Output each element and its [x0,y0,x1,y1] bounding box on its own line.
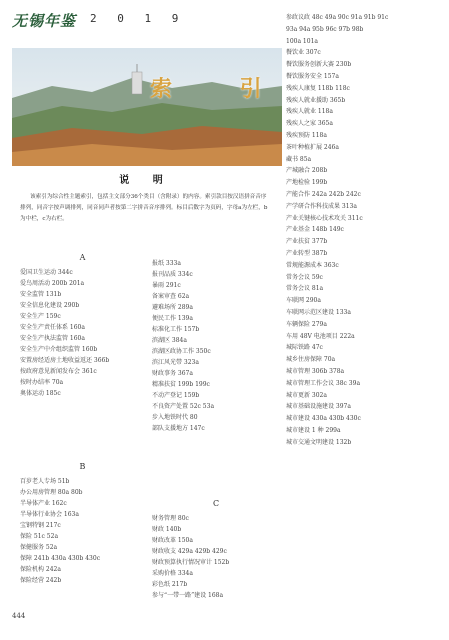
index-entry: 100a 101a [286,37,318,45]
intro-section [20,167,272,225]
index-entry: 安置房经适房土地收益返还 366b [20,357,110,364]
index-entry: 爱鸟周活动 200b 201a [20,280,85,287]
index-entry: 保健服务 52a [20,544,58,551]
index-entry: 保险 51c 52a [20,533,59,540]
column-d [286,12,436,448]
index-entry: 财务管理 80c [152,515,189,522]
index-entry: 城市建设 430a 430b 430c [286,415,361,423]
index-entry: 城乡住房保障 70a [286,356,336,364]
index-entry: 滨江风光带 323a [152,359,199,366]
index-entry: 办公用房管理 80a 80b [20,489,83,496]
yearbook-year: 2 0 1 9 [90,12,186,25]
index-entry: 滨湖区政协工作 350c [152,348,211,355]
index-entry: 安全监管 131b [20,291,62,298]
column-b1 [152,258,280,434]
index-entry: 常务会议 59c [286,273,323,281]
index-entry: 产能合作 242a 242b 242c [286,190,361,198]
index-entry: 保障 241b 430a 430b 430c [20,555,101,562]
index-entry: 报纸 333a [152,260,181,267]
index-entry: 产业关键核心技术攻关 311c [286,214,363,222]
index-entry: 餐饮业 307c [286,49,321,57]
index-entry: 采购价格 334a [152,570,193,577]
index-entry: 残疾人康复 118b 118c [286,84,350,92]
index-entry: 产地检验 199b [286,179,328,187]
index-entry: 财政事务 367a [152,370,193,377]
index-entry: 报刊品质 334c [152,271,193,278]
intro-heading: 说 明 [119,175,173,186]
column-b2 [20,455,145,586]
index-entry: 城市管理 306b 378a [286,367,345,375]
index-entry: 产学研合作科技成果 313a [286,202,357,210]
index-entry: 常规能源成本 363c [286,261,339,269]
index-entry: 参与“一带一路”建设 168a [152,592,224,599]
index-entry: 车联网示范区建设 133a [286,308,351,316]
index-entry: 不动产登记 159b [152,392,200,399]
index-entry: 不良资产处置 52c 53a [152,403,215,410]
index-entry: 宝钢特钢 217c [20,522,61,529]
index-entry: 爱国卫生运动 344c [20,269,73,276]
index-entry: 残疾人就业援助 365b [286,96,346,104]
index-entry: 步入地铁时代 80 [152,414,198,421]
index-entry: 93a 94a 95b 96c 97b 98b [286,25,364,33]
index-entry: 备案审查 62a [152,293,190,300]
index-entry: 安全生产 159c [20,313,61,320]
page-number: 444 [12,612,26,620]
index-entry: 安全生产责任体系 160a [20,324,85,331]
index-entry: 按时办结率 70a [20,379,64,386]
index-entry: 餐饮服务安全 157a [286,72,339,80]
index-entry: 藏书 85a [286,155,312,163]
index-entry: 茶叶种植扩展 246a [286,143,339,151]
index-entry: 城际铁路 47c [286,344,323,352]
index-entry: 安全信息化建设 290b [20,302,80,309]
index-entry: 暴雨 291c [152,282,181,289]
index-entry: 滨湖区 384a [152,337,187,344]
index-entry: 奥体运动 185c [20,390,61,397]
index-entry: 餐饮服务创新大赛 230b [286,61,352,69]
index-entry: 避难场所 289a [152,304,193,311]
index-entry: 安全生产执法监管 160a [20,335,85,342]
index-entry: 标准化工作 157b [152,326,200,333]
column-c [152,492,280,601]
index-entry: 按政府意见新闻发布会 361c [20,368,97,375]
column-a [20,246,145,399]
index-entry: 残疾预防 118a [286,131,327,139]
index-entry: 常务会议 81a [286,285,324,293]
index-entry: 保险机构 242a [20,566,61,573]
index-entry: 车辆保险 279a [286,320,327,328]
index-entry: 车用 48V 电池项目 222a [286,332,355,340]
hero-photo [12,48,282,166]
index-entry: 城市更新 302a [286,391,327,399]
index-entry: 城市交通文明建设 132b [286,438,352,446]
section-letter-a: A [79,253,86,262]
index-entry: 便民工作 139a [152,315,193,322]
index-entry: 财政 140b [152,526,182,533]
index-entry: 参政议政 48c 49a 90c 91a 91b 91c [286,14,389,21]
index-entry: 百岁老人专场 51b [20,478,70,485]
yearbook-title: 无锡年鉴 [12,12,77,30]
section-letter-c: C [212,499,220,508]
index-entry: 残疾人就业 118a [286,108,333,116]
index-entry: 财政收支 429a 429b 429c [152,548,227,555]
index-title: 索 引 [150,77,292,102]
index-entry: 保险经营 242b [20,577,62,584]
index-entry: 产业转型 387b [286,249,328,257]
index-entry: 部队支援地方 147c [152,425,205,432]
index-entry: 城市建设 1 种 299a [286,426,341,434]
index-entry: 彩色纸 217b [152,581,188,588]
index-entry: 安全生产中介组织监管 160b [20,346,98,353]
index-entry: 产业扶贫 377b [286,238,328,246]
index-entry: 财政预算执行情况审计 152b [152,559,230,566]
index-entry: 产业基金 148b 149c [286,226,344,234]
index-entry: 精准扶贫 199b 199c [152,381,210,388]
index-entry: 残疾人之家 365a [286,120,333,128]
index-entry: 产城融合 208b [286,167,328,175]
index-entry: 半导体行业协会 163a [20,511,79,518]
index-entry: 城市基础设施建设 397a [286,403,351,411]
index-entry: 城市管理工作会议 38c 39a [286,379,361,387]
index-entry: 半导体产业 162c [20,500,67,507]
index-entry: 财政改革 150a [152,537,193,544]
intro-text: 该索引为综合性主题索引，包括主文部分36个类目（含附录）的内容。索引款目按汉语拼音音序排列，同音字按声调排列，同音同声者按第二字拼音音序排列。标目后数字为页码，字母a为左栏，b为中栏，c为右栏。 [20,194,268,222]
section-letter-b: B [79,462,86,471]
index-entry: 车联网 290a [286,297,321,305]
